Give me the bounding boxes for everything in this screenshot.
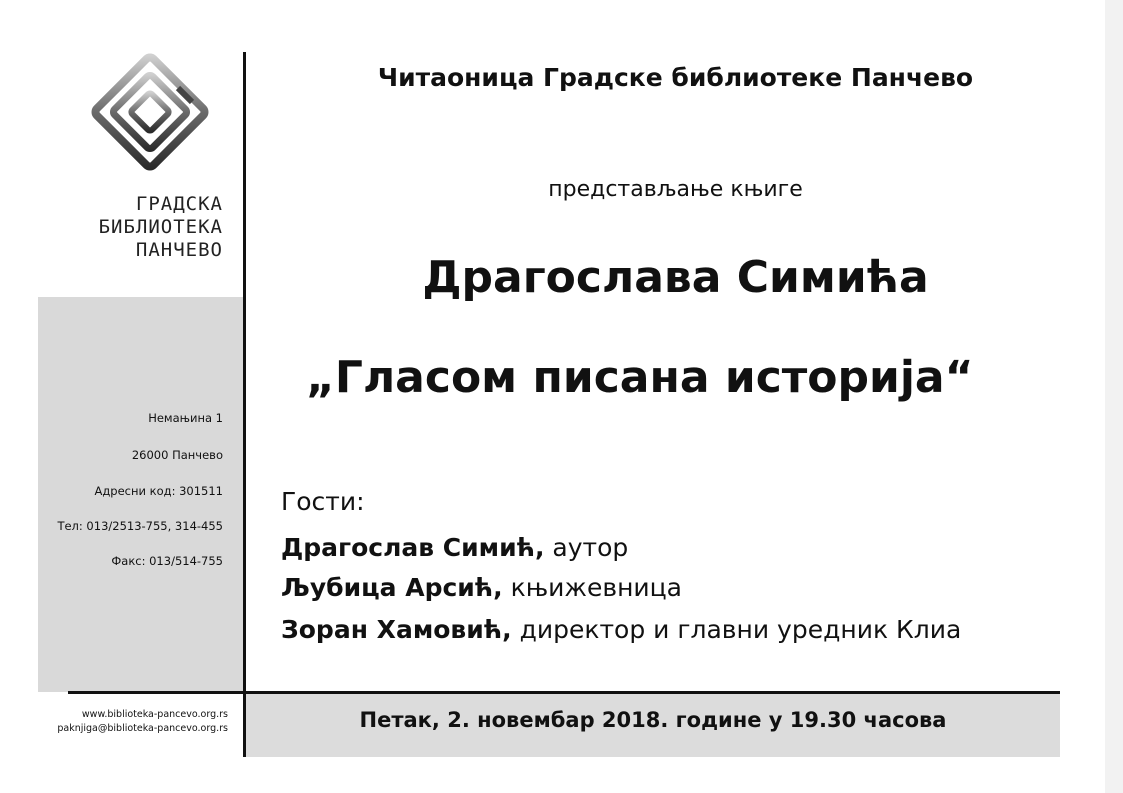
email-link[interactable]: paknjiga@biblioteka-pancevo.org.rs — [57, 723, 228, 734]
book-title: „Гласом писана историја“ — [306, 352, 974, 403]
guest-role: директор и главни уредник Клиа — [511, 615, 962, 644]
author-name: Драгослава Симића — [422, 252, 929, 303]
guest-line — [281, 573, 682, 602]
phone: Тел: 013/2513-755, 314-455 — [57, 519, 223, 533]
guests-label: Гости: — [281, 487, 365, 516]
postal-code: Адресни код: 301511 — [94, 484, 223, 498]
page-edge — [1105, 0, 1123, 793]
library-name-line: БИБЛИОТЕКА — [98, 216, 223, 238]
address-street: Немањина 1 — [148, 411, 223, 425]
guest-name: Драгослав Симић, — [281, 533, 545, 562]
venue-heading: Читаоница Градске библиотеке Панчево — [377, 63, 974, 92]
guest-role: књижевница — [502, 573, 682, 602]
vertical-divider — [243, 52, 246, 757]
guest-line — [281, 615, 961, 644]
guest-name: Зоран Хамовић, — [281, 615, 512, 644]
website-link[interactable]: www.biblioteka-pancevo.org.rs — [81, 709, 228, 720]
guest-name: Љубица Арсић, — [281, 573, 503, 602]
library-name-line: ГРАДСКА — [135, 193, 223, 215]
library-name-line: ПАНЧЕВО — [135, 239, 223, 261]
event-subtitle: представљање књиге — [548, 177, 803, 202]
guest-role: аутор — [544, 533, 629, 562]
fax: Факс: 013/514-755 — [111, 554, 223, 568]
horizontal-divider — [68, 691, 1060, 694]
address-city: 26000 Панчево — [131, 448, 223, 462]
guest-line — [281, 533, 628, 562]
library-logo-icon — [88, 50, 212, 174]
event-date-time: Петак, 2. новембар 2018. године у 19.30 часова — [359, 708, 947, 732]
